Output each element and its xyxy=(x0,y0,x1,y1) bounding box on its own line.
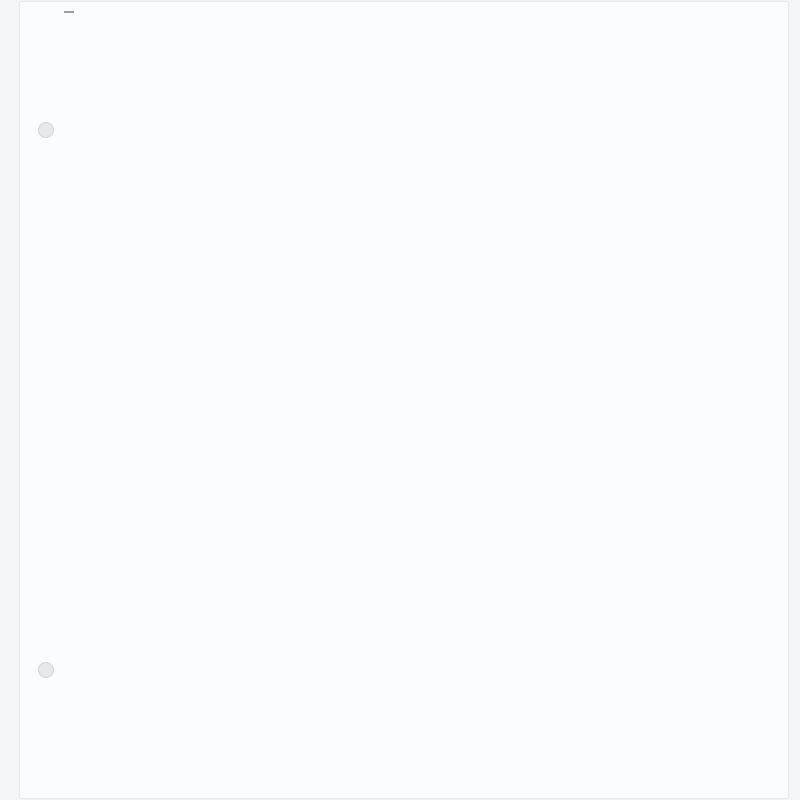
company-contact-line xyxy=(66,29,726,40)
company-info xyxy=(66,18,726,50)
company-web-line xyxy=(66,39,726,50)
pharmacokinetics-block xyxy=(66,7,726,18)
leaflet-sheet xyxy=(20,2,788,798)
binder-hole xyxy=(38,662,54,678)
binder-hole xyxy=(38,122,54,138)
company-address-line xyxy=(66,18,726,29)
section-heading-pk xyxy=(64,11,74,13)
leaflet-content xyxy=(66,6,726,50)
